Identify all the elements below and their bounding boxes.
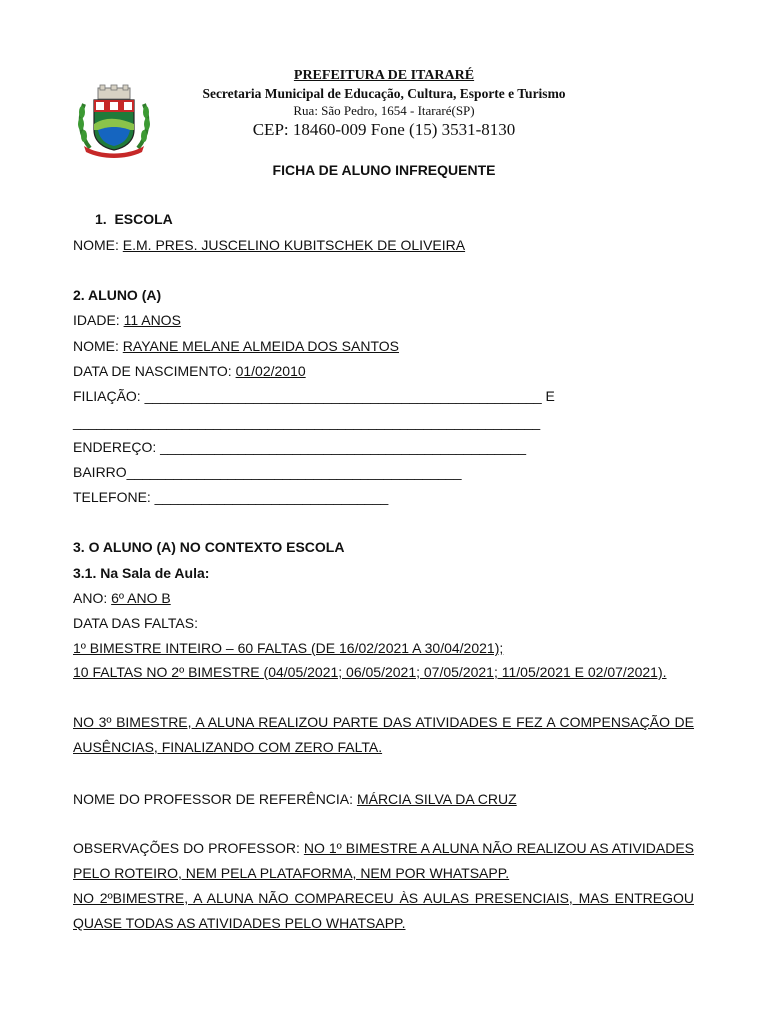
teacher-observations-label: OBSERVAÇÕES DO PROFESSOR: <box>73 840 304 856</box>
header-contact: CEP: 18460-009 Fone (15) 3531-8130 <box>252 120 516 139</box>
absences-third-term-text: NO 3º BIMESTRE, A ALUNA REALIZOU PARTE DAS ATIVIDADES E FEZ A COMPENSAÇÃO DE AUSÊNCIAS, FINALIZANDO COM ZERO FALTA. <box>73 714 694 755</box>
school-name-label: NOME: <box>73 237 123 253</box>
grade-label: ANO: <box>73 590 112 606</box>
birthdate-value: 01/02/2010 <box>235 363 306 379</box>
document-title: FICHA DE ALUNO INFREQUENTE <box>272 162 496 178</box>
reference-teacher-value: MÁRCIA SILVA DA CRUZ <box>356 791 517 807</box>
grade-value: 6º ANO B <box>111 590 171 606</box>
header-address: Rua: São Pedro, 1654 - Itararé(SP) <box>293 103 475 118</box>
age-value: 11 ANOS <box>123 312 181 328</box>
neighborhood-line: BAIRRO___________________________________________ <box>73 464 462 480</box>
secretaria-name: Secretaria Municipal de Educação, Cultura, Esporte e Turismo <box>202 86 566 101</box>
teacher-observations-text-2: NO 2ºBIMESTRE, A ALUNA NÃO COMPARECEU ÀS AULAS PRESENCIAIS, MAS ENTREGOU QUASE TODAS AS ATIVIDADES PELO WHATSAPP. <box>73 890 694 931</box>
teacher-observations-text-1: NO 1º BIMESTRE A ALUNA NÃO REALIZOU AS ATIVIDADES PELO ROTEIRO, NEM PELA PLATAFORMA, NEM POR WHATSAPP. <box>73 840 694 881</box>
absences-first-term: 1º BIMESTRE INTEIRO – 60 FALTAS (DE 16/02/2021 A 30/04/2021); <box>73 640 504 656</box>
birthdate-label: DATA DE NASCIMENTO: <box>73 363 236 379</box>
age-label: IDADE: <box>73 312 124 328</box>
student-name-value: RAYANE MELANE ALMEIDA DOS SANTOS <box>122 338 399 354</box>
student-name-row <box>73 338 694 354</box>
teacher-observations-2 <box>73 886 694 936</box>
section3-heading: 3. O ALUNO (A) NO CONTEXTO ESCOLA <box>73 539 345 555</box>
school-name-value: E.M. PRES. JUSCELINO KUBITSCHEK DE OLIVEIRA <box>122 237 466 253</box>
school-name-row <box>73 237 694 253</box>
section2-heading: 2. ALUNO (A) <box>73 287 162 303</box>
reference-teacher-label: NOME DO PROFESSOR DE REFERÊNCIA: <box>73 791 357 807</box>
parents-line: FILIAÇÃO: ___________________________________________________ E <box>73 388 555 404</box>
absence-dates-label: DATA DAS FALTAS: <box>73 615 198 631</box>
parents-line-2: ____________________________________________________________ <box>73 414 541 430</box>
grade-row <box>73 590 694 606</box>
absences-second-term <box>73 660 694 685</box>
section3-subheading: 3.1. Na Sala de Aula: <box>73 565 210 581</box>
age-row <box>73 312 694 328</box>
birthdate-row <box>73 363 694 379</box>
student-name-label: NOME: <box>73 338 123 354</box>
municipality-title: PREFEITURA DE ITARARÉ <box>293 68 475 83</box>
absences-second-term-text: 10 FALTAS NO 2º BIMESTRE (04/05/2021; 06/05/2021; 07/05/2021; 11/05/2021 E 02/07/2021). <box>73 664 667 680</box>
coat-of-arms-icon <box>76 84 152 158</box>
absences-third-term <box>73 710 694 760</box>
address-line: ENDEREÇO: _______________________________________________ <box>73 439 527 455</box>
teacher-observations-1 <box>73 836 694 886</box>
section1-heading: 1. ESCOLA <box>95 211 173 227</box>
reference-teacher-row <box>73 791 694 807</box>
phone-line: TELEFONE: ______________________________ <box>73 489 389 505</box>
